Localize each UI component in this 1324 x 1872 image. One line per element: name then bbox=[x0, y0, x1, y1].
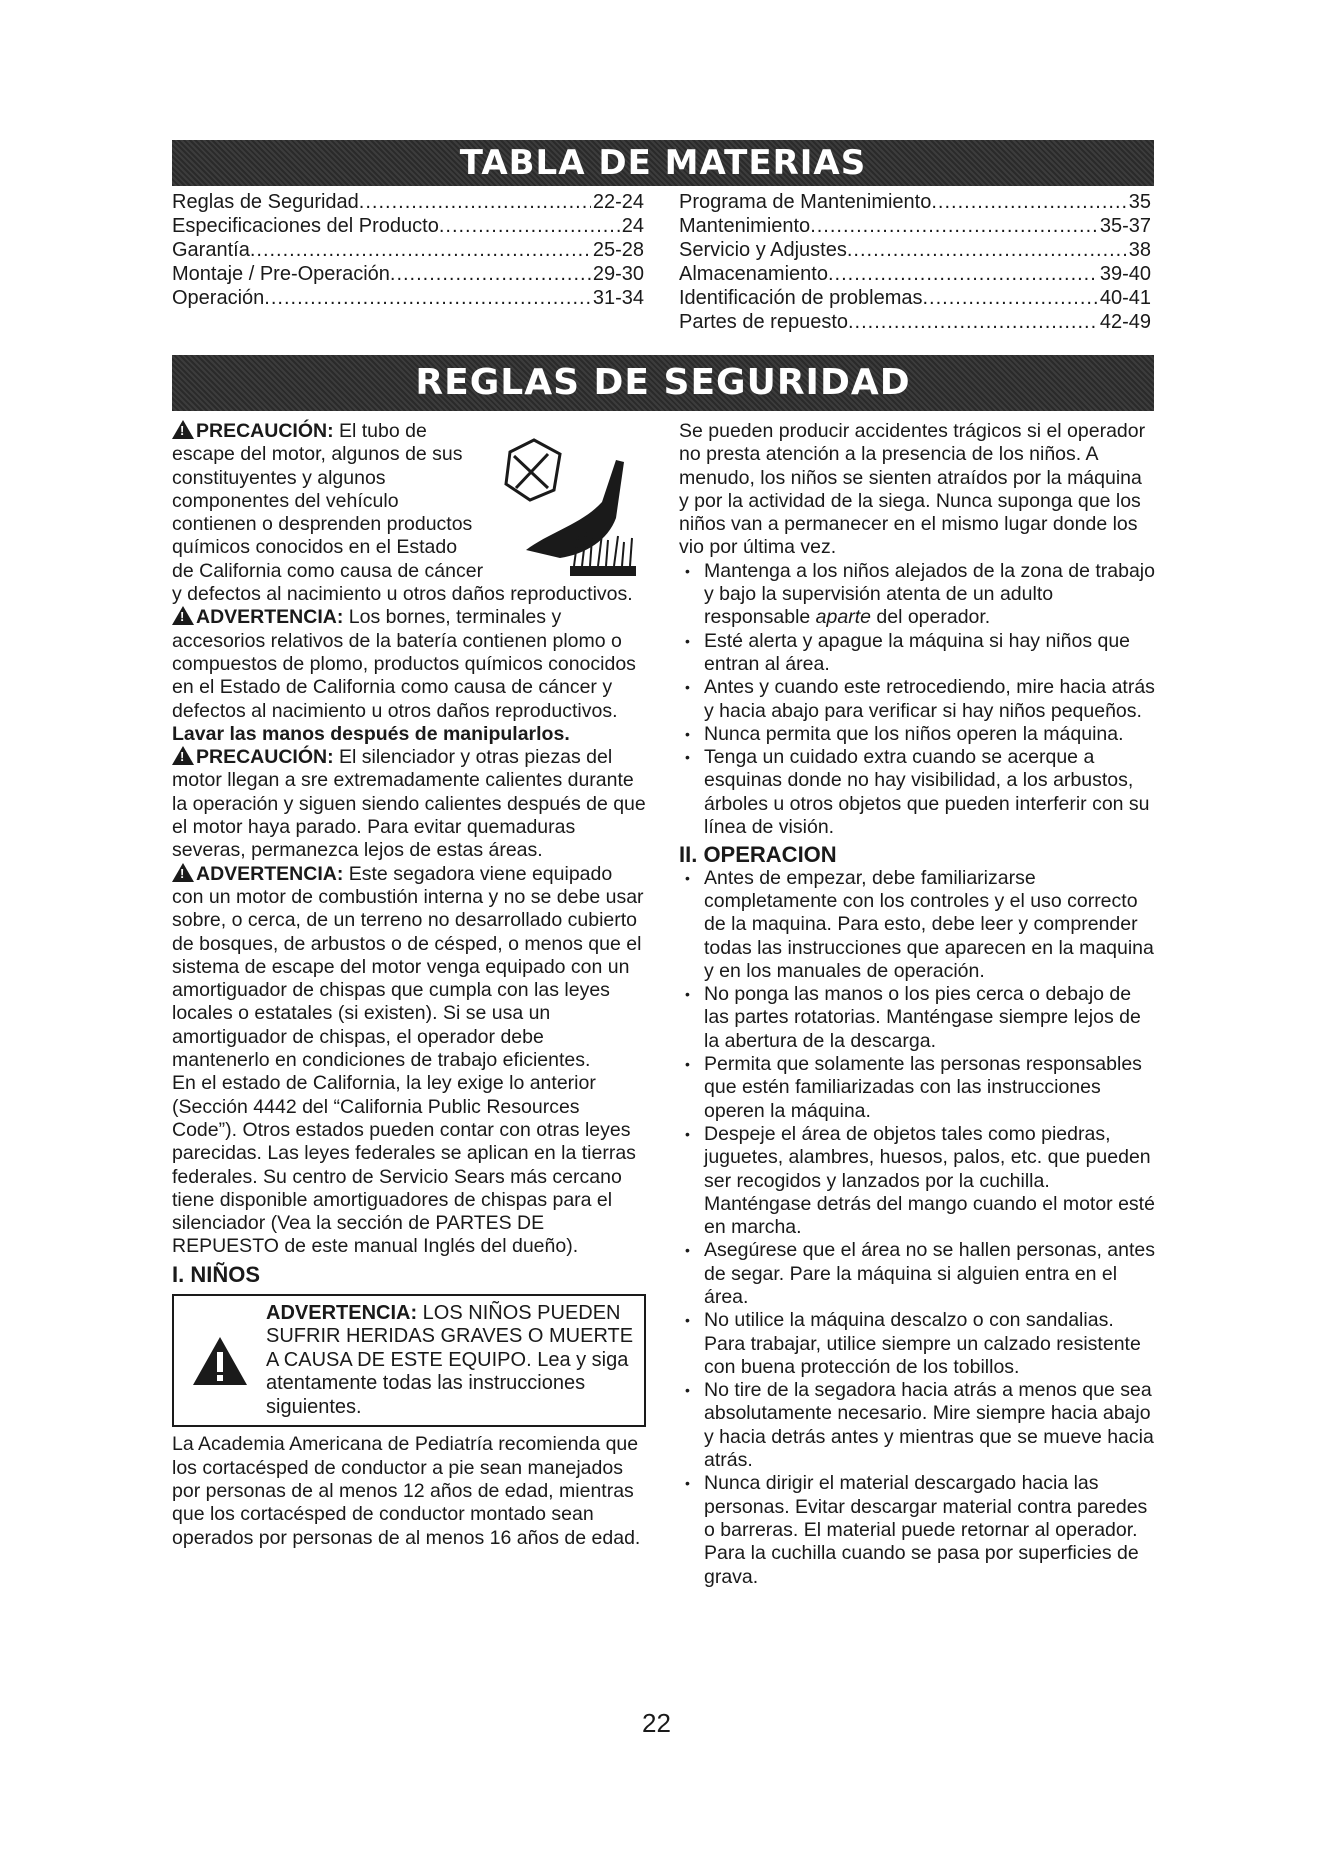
toc-entry-page: 35 bbox=[1128, 191, 1151, 213]
toc-leader-dots bbox=[390, 262, 591, 286]
list-item: • Esté alerta y apague la máquina si hay niños que entran al área. bbox=[679, 630, 1157, 677]
children-warning-text bbox=[266, 1302, 636, 1420]
toc-entry bbox=[679, 190, 1151, 214]
toc-banner: TABLA DE MATERIAS bbox=[172, 140, 1154, 186]
list-item: • Asegúrese que el área no se hallen personas, antes de segar. Pare la máquina si alguien entra en el área. bbox=[679, 1239, 1157, 1309]
box-warning-label: ADVERTENCIA: bbox=[266, 1301, 418, 1324]
toc-entry-label: Garantía bbox=[172, 239, 250, 261]
toc-entry bbox=[172, 214, 644, 238]
toc-leader-dots bbox=[359, 190, 591, 214]
toc-leader-dots bbox=[264, 286, 591, 310]
warning-triangle-icon bbox=[172, 863, 194, 882]
toc-entry-page: 35-37 bbox=[1099, 215, 1151, 237]
safety-rules-banner: REGLAS DE SEGURIDAD bbox=[172, 355, 1154, 411]
toc-entry bbox=[679, 214, 1151, 238]
list-item: • Despeje el área de objetos tales como piedras, juguetes, alambres, huesos, palos, etc. que pueden ser recogidos y lanzados por la cuchilla. Manténgase detrás del mango cuando el motor esté en marcha. bbox=[679, 1123, 1157, 1239]
toc-leader-dots bbox=[810, 214, 1098, 238]
warning-triangle-icon bbox=[172, 606, 194, 625]
caution-text: El silenciador y otras piezas del motor llegan a sre extremadamente calientes durante la operación y siguen siendo calientes después de que el motor haya parado. Para evitar quemaduras severas, permanezca lejos de estas áreas. bbox=[172, 746, 646, 862]
list-item: • No ponga las manos o los pies cerca o debajo de las partes rotatorias. Manténgase siempre lejos de la abertura de la descarga. bbox=[679, 983, 1157, 1053]
children-intro: Se pueden producir accidentes trágicos si el operador no presta atención a la presencia de los niños. A menudo, los niños se sienten atraídos por la máquina y por la actividad de la siega. Nunca suponga que los niños van a permanecer en el mismo lugar donde los vio por última vez. bbox=[679, 420, 1146, 559]
box-warning-instruction: Lea y siga atentamente todas las instrucciones siguientes. bbox=[266, 1348, 629, 1418]
box-warning-caps: LOS NIÑOS PUEDEN SUFRIR HERIDAS GRAVES O MUERTE A CAUSA DE ESTE EQUIPO. bbox=[266, 1301, 634, 1371]
toc-leader-dots bbox=[250, 238, 591, 262]
list-item: • Nunca permita que los niños operen la máquina. bbox=[679, 723, 1157, 746]
toc-entry-label: Mantenimiento bbox=[679, 215, 811, 237]
operacion-heading: II. OPERACION bbox=[679, 842, 837, 868]
toc-entry-label: Especificaciones del Producto bbox=[172, 215, 439, 237]
warning-triangle-icon bbox=[172, 746, 194, 765]
warning-text: Los bornes, terminales y accesorios relativos de la batería contienen plomo o compuestos de plomo, productos químicos conocidos en el Estado de California como causa de cáncer y defectos al nacimiento u otros daños reproductivos. bbox=[172, 606, 636, 722]
caution-label: PRECAUCIÓN: bbox=[196, 746, 334, 769]
toc-entry-page: 29-30 bbox=[592, 263, 644, 285]
page-number: 22 bbox=[642, 1708, 671, 1738]
warning-triangle-icon bbox=[174, 1302, 266, 1420]
toc-entry-label: Programa de Mantenimiento bbox=[679, 191, 932, 213]
children-warning-box bbox=[172, 1294, 646, 1428]
list-item: • No tire de la segadora hacia atrás a menos que sea absolutamente necesario. Mire siempre hacia abajo y hacia detrás antes y mientras que se mueve hacia atrás. bbox=[679, 1379, 1157, 1472]
toc-entry-page: 25-28 bbox=[592, 239, 644, 261]
list-item: • Antes y cuando este retrocediendo, mire hacia atrás y hacia abajo para verificar si hay niños pequeños. bbox=[679, 676, 1157, 723]
warning-text: Este segadora viene equipado con un motor de combustión interna y no se debe usar sobre, o cerca, de un terreno no desarrollado cubierto de bosques, de arbustos o de césped, o menos que el sistema de escape del motor venga equipado con un amortiguador de chispas que cumpla con las leyes locales o estatales (si existen). Si se usa un amortiguador de chispas, el operador debe mantenerlo en condiciones de trabajo eficientes. bbox=[172, 862, 644, 1072]
toc-entry-page: 40-41 bbox=[1099, 287, 1151, 309]
list-item: • No utilice la máquina descalzo o con sandalias. Para trabajar, utilice siempre un calzado resistente con buena protección de los tobillos. bbox=[679, 1309, 1157, 1379]
toc-entry-label: Almacenamiento bbox=[679, 263, 828, 285]
toc-entry bbox=[679, 238, 1151, 262]
toc-leader-dots bbox=[439, 214, 620, 238]
toc-entry-page: 42-49 bbox=[1099, 311, 1151, 333]
toc-entry bbox=[172, 190, 644, 214]
toc-entry-page: 39-40 bbox=[1099, 263, 1151, 285]
toc-leader-dots bbox=[847, 238, 1127, 262]
list-item: • Antes de empezar, debe familiarizarse completamente con los controles y el uso correcto de la maquina. Para esto, debe leer y comprender todas las instrucciones que aparecen en la maquina y en los manuales de operación. bbox=[679, 867, 1157, 983]
california-paragraph: En el estado de California, la ley exige lo anterior (Sección 4442 del “California Public Resources Code”). Otros estados pueden contar con otras leyes parecidas. Las leyes federales se aplican en la tierras federales. Su centro de Servicio Sears más cercano tiene disponible amortiguadores de chispas para el silenciador (Vea la sección de PARTES DE REPUESTO de este manual Inglés del dueño). bbox=[172, 1072, 636, 1258]
toc-entry bbox=[172, 262, 644, 286]
left-column bbox=[172, 420, 646, 1550]
toc-entry bbox=[172, 286, 644, 310]
academia-paragraph: La Academia Americana de Pediatría recomienda que los cortacésped de conductor a pie sean manejados por personas de al menos 12 años de edad, mientras que los cortacésped de conductor montado sean operados por personas de al menos 16 años de edad. bbox=[172, 1433, 641, 1549]
toc-entry-page: 24 bbox=[621, 215, 644, 237]
toc-entry-label: Montaje / Pre-Operación bbox=[172, 263, 390, 285]
toc-entry bbox=[679, 286, 1151, 310]
toc-entry-page: 38 bbox=[1128, 239, 1151, 261]
warning-battery bbox=[172, 606, 646, 746]
list-item: • Tenga un cuidado extra cuando se acerque a esquinas donde no hay visibilidad, a los arbustos, árboles u otros objetos que pueden interferir con su línea de visión. bbox=[679, 746, 1157, 839]
toc-entry bbox=[679, 310, 1151, 334]
list-item: • Nunca dirigir el material descargado hacia las personas. Evitar descargar material contra paredes o barreras. El material puede retornar al operador. Para la cuchilla cuando se pasa por superficies de grava. bbox=[679, 1472, 1157, 1588]
toc-entry-page: 22-24 bbox=[592, 191, 644, 213]
caution-text: El tubo de escape del motor, algunos de sus constituyentes y algunos componentes del vehículo contienen o desprenden productos químicos conocidos en el Estado de California como causa de cáncer y defectos al nacimiento u otros daños reproductivos. bbox=[172, 420, 633, 606]
list-item: • Mantenga a los niños alejados de la zona de trabajo y bajo la supervisión atenta de un adulto responsable aparte del operador. bbox=[679, 560, 1157, 630]
toc-entry-label: Operación bbox=[172, 287, 265, 309]
operation-list bbox=[679, 867, 1157, 1589]
toc-leader-dots bbox=[848, 310, 1098, 334]
children-list bbox=[679, 560, 1157, 840]
warning-triangle-icon bbox=[172, 420, 194, 439]
warning-label: ADVERTENCIA: bbox=[196, 862, 344, 885]
toc-leader-dots bbox=[828, 262, 1098, 286]
toc-entry-label: Servicio y Adjustes bbox=[679, 239, 847, 261]
list-item: • Permita que solamente las personas responsables que estén familiarizadas con las instrucciones operen la máquina. bbox=[679, 1053, 1157, 1123]
toc-right-column bbox=[679, 190, 1151, 334]
ninos-heading: I. NIÑOS bbox=[172, 1261, 261, 1287]
warning-label: ADVERTENCIA: bbox=[196, 606, 344, 629]
right-column bbox=[679, 420, 1157, 1589]
toc-entry-label: Partes de repuesto bbox=[679, 311, 848, 333]
toc-entry bbox=[172, 238, 644, 262]
toc-entry bbox=[679, 262, 1151, 286]
toc-entry-label: Identificación de problemas bbox=[679, 287, 923, 309]
wash-hands-text: Lavar las manos después de manipularlos. bbox=[172, 722, 570, 745]
toc-left-column bbox=[172, 190, 644, 310]
warning-spark-arrester bbox=[172, 863, 646, 1073]
toc-entry-label: Reglas de Seguridad bbox=[172, 191, 359, 213]
toc-entry-page: 31-34 bbox=[592, 287, 644, 309]
toc-leader-dots bbox=[922, 286, 1097, 310]
caution-label: PRECAUCIÓN: bbox=[196, 420, 334, 442]
toc-leader-dots bbox=[931, 190, 1126, 214]
caution-muffler bbox=[172, 746, 646, 862]
hazard-hand-icon bbox=[490, 432, 638, 582]
